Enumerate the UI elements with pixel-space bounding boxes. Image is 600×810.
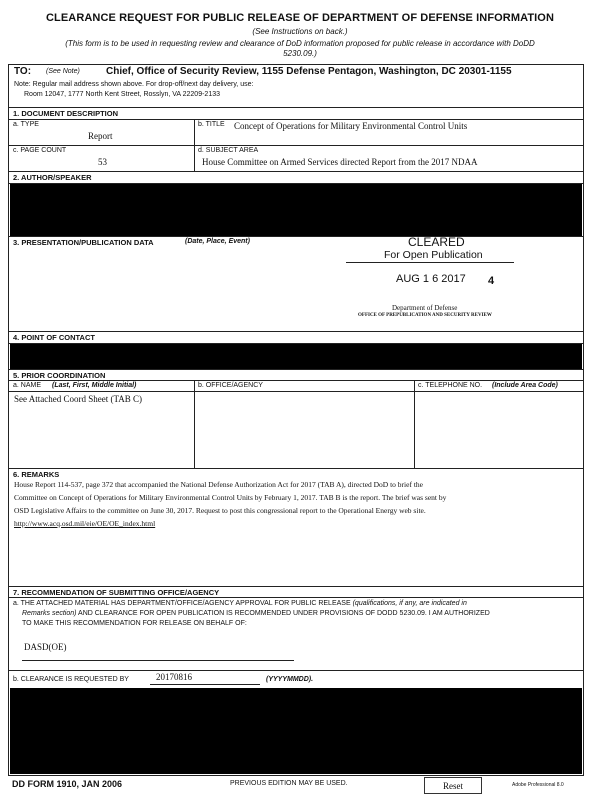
note-line-1: Note: Regular mail address shown above. For drop-off/next day delivery, use: [14, 81, 254, 88]
note-line-2: Room 12047, 1777 North Kent Street, Rosslyn, VA 22209-2133 [24, 91, 220, 98]
recommendation-line-1: a. THE ATTACHED MATERIAL HAS DEPARTMENT/OFFICE/AGENCY APPROVAL FOR PUBLIC RELEASE (qualifications, if any, are indicated in [13, 600, 467, 607]
to-address: Chief, Office of Security Review, 1155 Defense Pentagon, Washington, DC 20301-1155 [106, 66, 512, 77]
form-title: CLEARANCE REQUEST FOR PUBLIC RELEASE OF DEPARTMENT OF DEFENSE INFORMATION [45, 12, 554, 24]
redacted-contact-block [10, 344, 582, 369]
stamp-number: 4 [488, 275, 495, 287]
section-3-heading: 3. PRESENTATION/PUBLICATION DATA [13, 238, 154, 247]
clearance-requested-date-field[interactable]: 20170816 [156, 672, 192, 682]
remarks-link[interactable]: http://www.acq.osd.mil/eie/OE/OE_index.html [14, 519, 156, 528]
remarks-line-2: Committee on Concept of Operations for Military Environmental Control Units by February 1, 2017. TAB B is the report. The brief was sent by [14, 493, 447, 502]
page-count-field[interactable]: 53 [98, 157, 107, 167]
recommending-office-field[interactable]: DASD(OE) [24, 642, 67, 652]
purpose-line-2: 5230.09.) [283, 49, 317, 58]
stamp-office: OFFICE OF PREPUBLICATION AND SECURITY REVIEW [358, 313, 492, 318]
recommendation-line-2: Remarks section) AND CLEARANCE FOR OPEN PUBLICATION IS RECOMMENDED UNDER PROVISIONS OF DODD 5230.09. I AM AUTHORIZED [22, 610, 490, 617]
stamp-date: AUG 1 6 2017 [396, 273, 466, 285]
remarks-line-1: House Report 114-537, page 372 that accompanied the National Defense Authorization Act for 2017 (TAB A), directed DoD to brief the [14, 480, 424, 489]
purpose-line-1: (This form is to be used in requesting review and clearance of DoD information proposed for public release in accordance with DoDD [65, 39, 535, 48]
previous-edition-note: PREVIOUS EDITION MAY BE USED. [230, 780, 348, 787]
coord-phone-hint: (Include Area Code) [492, 382, 558, 389]
recommendation-line-3: TO MAKE THIS RECOMMENDATION FOR RELEASE ON BEHALF OF: [22, 620, 247, 627]
redacted-author-block [10, 184, 582, 236]
subject-area-label: d. SUBJECT AREA [198, 147, 259, 154]
remarks-line-3: OSD Legislative Affairs to the committee on June 30, 2017. Request to post this congressional report to the Operational Energy web site. [14, 506, 426, 515]
coord-office-field[interactable] [198, 392, 412, 466]
stamp-department: Department of Defense [392, 304, 458, 312]
coord-name-hint: (Last, First, Middle Initial) [52, 382, 137, 389]
stamp-rule [346, 262, 514, 263]
coord-name-label: a. NAME [13, 382, 42, 389]
form-number: DD FORM 1910, JAN 2006 [12, 779, 123, 789]
section-6-heading: 6. REMARKS [13, 470, 60, 479]
section-7-heading: 7. RECOMMENDATION OF SUBMITTING OFFICE/AGENCY [13, 588, 220, 597]
subject-area-field[interactable]: House Committee on Armed Services directed Report from the 2017 NDAA [202, 157, 478, 167]
clearance-requested-label: b. CLEARANCE IS REQUESTED BY [13, 676, 129, 683]
coord-name-field[interactable]: See Attached Coord Sheet (TAB C) [14, 394, 143, 404]
to-see-note: (See Note) [46, 68, 80, 75]
section-1-heading: 1. DOCUMENT DESCRIPTION [13, 109, 119, 118]
coord-phone-label: c. TELEPHONE NO. [418, 382, 483, 389]
date-format-hint: (YYYYMMDD). [266, 676, 314, 683]
title-label: b. TITLE [198, 121, 225, 128]
title-field[interactable]: Concept of Operations for Military Environmental Control Units [234, 121, 468, 131]
coord-office-label: b. OFFICE/AGENCY [198, 382, 263, 389]
page-count-label: c. PAGE COUNT [13, 147, 67, 154]
date-underline [150, 684, 260, 685]
stamp-open-publication: For Open Publication [384, 249, 483, 261]
office-signature-rule [22, 660, 294, 661]
software-version: Adobe Professional 8.0 [512, 782, 564, 788]
section-4-heading: 4. POINT OF CONTACT [13, 333, 95, 342]
section-3-hint: (Date, Place, Event) [185, 238, 250, 245]
redacted-signature-block [10, 688, 582, 774]
stamp-cleared: CLEARED [408, 235, 465, 249]
coord-phone-field[interactable] [418, 392, 582, 466]
to-label: TO: [14, 66, 32, 77]
reset-button[interactable]: Reset [424, 777, 482, 794]
type-label: a. TYPE [13, 121, 39, 128]
type-field[interactable]: Report [88, 131, 113, 141]
section-5-heading: 5. PRIOR COORDINATION [13, 371, 106, 380]
section-2-heading: 2. AUTHOR/SPEAKER [13, 173, 92, 182]
instructions-note: (See Instructions on back.) [252, 27, 348, 36]
